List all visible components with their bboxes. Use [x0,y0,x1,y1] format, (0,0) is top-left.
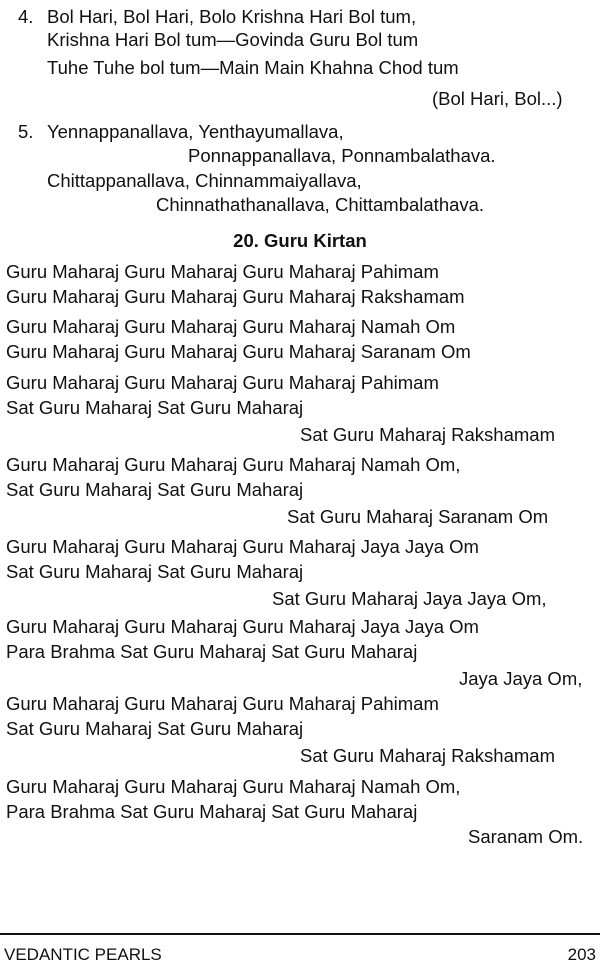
page-number: 203 [567,945,596,964]
verse-line: Chinnathathanallava, Chittambalathava. [156,194,485,215]
verse-line: Bol Hari, Bol Hari, Bolo Krishna Hari Bol tum, [47,6,417,27]
verse-line: Chittappanallava, Chinnammaiyallava, [47,170,362,191]
kirtan-line: Guru Maharaj Guru Maharaj Guru Maharaj Jaya Jaya Om [6,536,479,557]
section-title: 20. Guru Kirtan [233,230,367,251]
kirtan-line: Guru Maharaj Guru Maharaj Guru Maharaj Pahimam [6,693,439,714]
kirtan-line: Jaya Jaya Om, [459,668,583,689]
kirtan-line: Sat Guru Maharaj Saranam Om [287,506,549,527]
kirtan-line: Guru Maharaj Guru Maharaj Guru Maharaj Jaya Jaya Om [6,616,479,637]
kirtan-line: Sat Guru Maharaj Sat Guru Maharaj [6,397,304,418]
kirtan-line: Para Brahma Sat Guru Maharaj Sat Guru Maharaj [6,641,418,662]
footer-book-title: VEDANTIC PEARLS [4,945,162,964]
kirtan-line: Sat Guru Maharaj Rakshamam [300,745,555,766]
kirtan-line: Sat Guru Maharaj Jaya Jaya Om, [272,588,547,609]
kirtan-line: Sat Guru Maharaj Sat Guru Maharaj [6,561,304,582]
verse-line: Tuhe Tuhe bol tum—Main Main Khahna Chod tum [47,57,459,78]
footer-rule [0,933,600,935]
kirtan-line: Sat Guru Maharaj Sat Guru Maharaj [6,718,304,739]
verse-refrain: (Bol Hari, Bol...) [432,88,563,109]
verse-line: Yennappanallava, Yenthayumallava, [47,121,344,142]
verse-line: Krishna Hari Bol tum—Govinda Guru Bol tum [47,29,419,50]
kirtan-line: Sat Guru Maharaj Sat Guru Maharaj [6,479,304,500]
kirtan-line: Guru Maharaj Guru Maharaj Guru Maharaj Pahimam [6,261,439,282]
kirtan-line: Para Brahma Sat Guru Maharaj Sat Guru Maharaj [6,801,418,822]
kirtan-line: Guru Maharaj Guru Maharaj Guru Maharaj Namah Om, [6,776,461,797]
kirtan-line: Guru Maharaj Guru Maharaj Guru Maharaj Pahimam [6,372,439,393]
verse-number: 4. [18,6,34,27]
verse-number: 5. [18,121,34,142]
kirtan-line: Guru Maharaj Guru Maharaj Guru Maharaj Saranam Om [6,341,471,362]
kirtan-line: Guru Maharaj Guru Maharaj Guru Maharaj Rakshamam [6,286,465,307]
kirtan-line: Sat Guru Maharaj Rakshamam [300,424,555,445]
verse-line: Ponnappanallava, Ponnambalathava. [188,145,496,166]
kirtan-line: Guru Maharaj Guru Maharaj Guru Maharaj Namah Om [6,316,456,337]
kirtan-line: Saranam Om. [468,826,584,847]
kirtan-line: Guru Maharaj Guru Maharaj Guru Maharaj Namah Om, [6,454,461,475]
